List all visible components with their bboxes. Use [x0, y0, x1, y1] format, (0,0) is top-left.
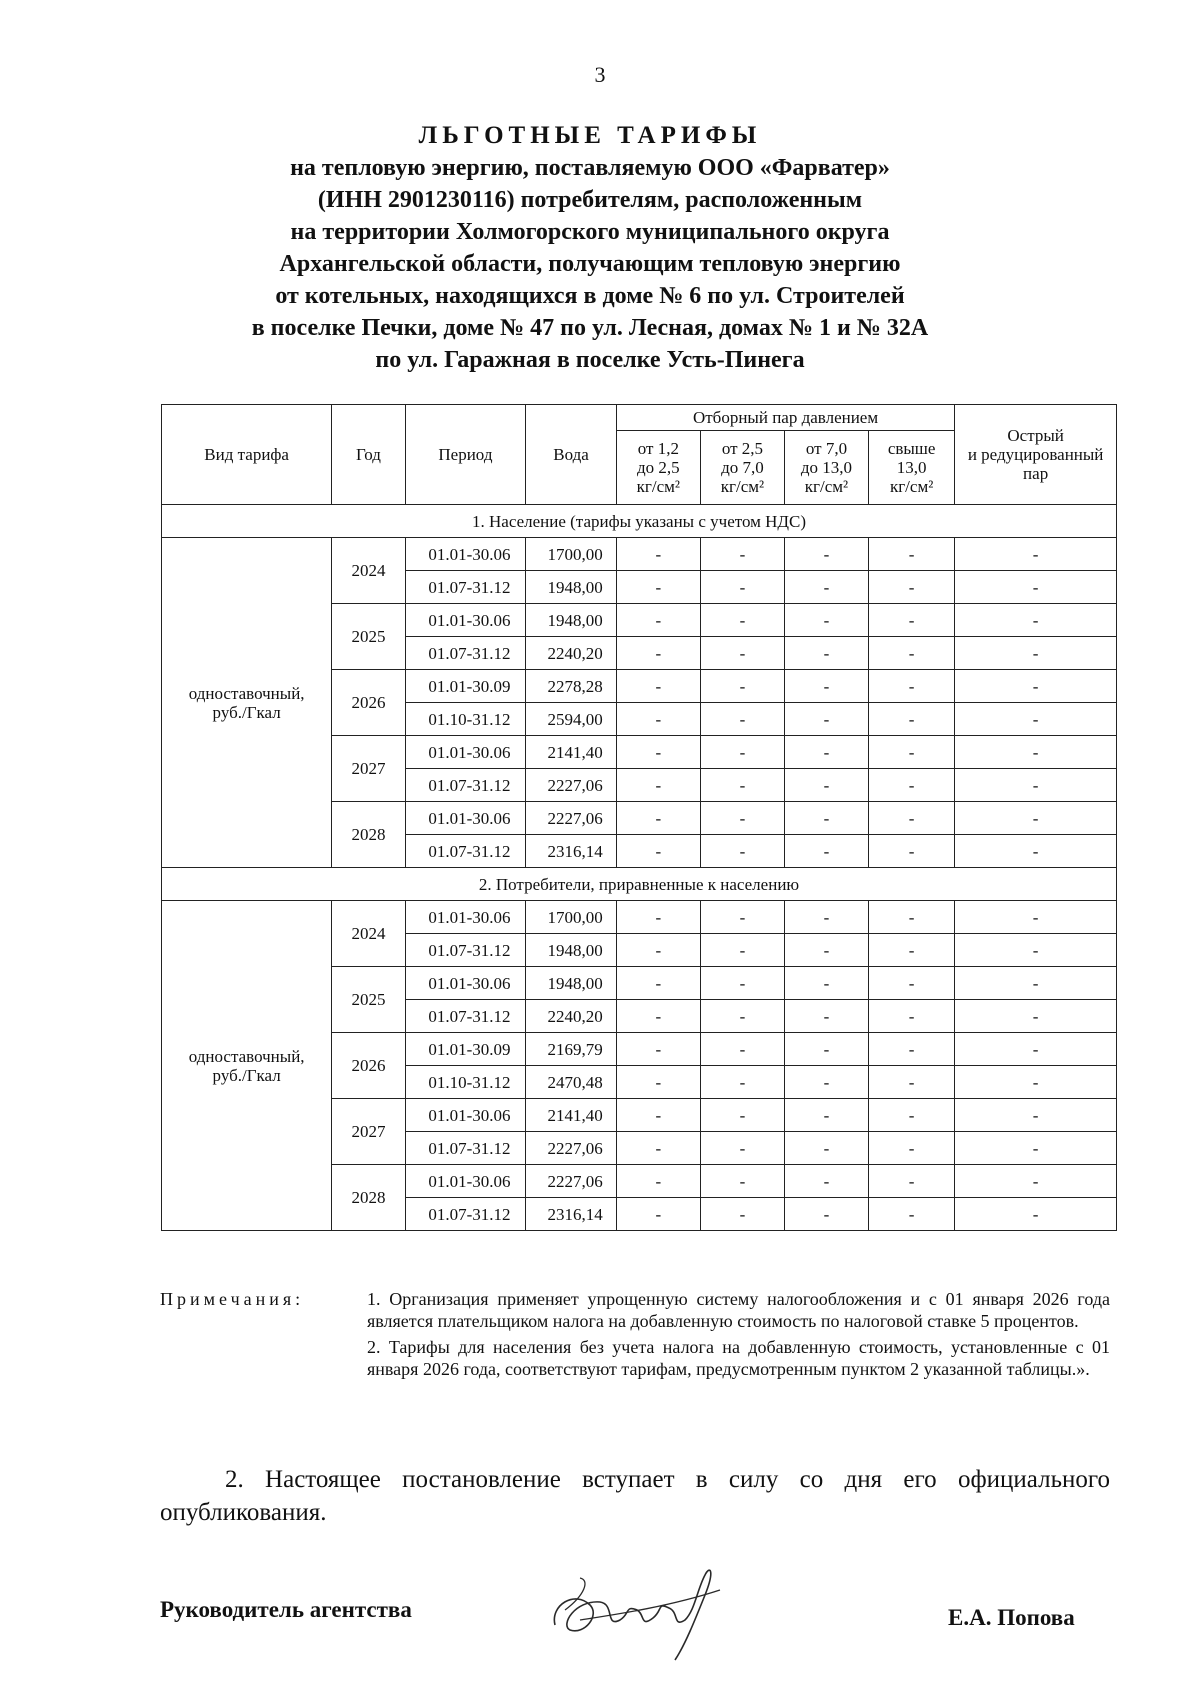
steam-tariff-cell: - — [784, 703, 868, 736]
steam-tariff-cell: - — [869, 637, 955, 670]
steam-tariff-cell: - — [700, 769, 784, 802]
water-tariff-cell: 2141,40 — [526, 736, 617, 769]
period-cell: 01.07-31.12 — [405, 769, 526, 802]
header-year: Год — [332, 405, 405, 505]
steam-tariff-cell: - — [869, 1099, 955, 1132]
steam-tariff-cell: - — [784, 1000, 868, 1033]
steam-tariff-cell: - — [616, 901, 700, 934]
steam-tariff-cell: - — [869, 604, 955, 637]
year-cell: 2025 — [332, 967, 405, 1033]
steam-tariff-cell: - — [869, 934, 955, 967]
header-steam-line: свыше — [887, 439, 936, 458]
steam-tariff-cell: - — [955, 901, 1117, 934]
header-steam-line: 13,0 — [896, 458, 927, 477]
steam-tariff-cell: - — [700, 604, 784, 637]
title-line: в поселке Печки, доме № 47 по ул. Лесная, домах № 1 и № 32А — [251, 315, 929, 341]
header-period: Период — [405, 405, 526, 505]
water-tariff-cell: 2227,06 — [526, 1165, 617, 1198]
steam-tariff-cell: - — [616, 1132, 700, 1165]
steam-tariff-cell: - — [869, 703, 955, 736]
steam-tariff-cell: - — [784, 967, 868, 1000]
period-cell: 01.07-31.12 — [405, 835, 526, 868]
steam-tariff-cell: - — [700, 637, 784, 670]
steam-tariff-cell: - — [616, 769, 700, 802]
signatory-name: Е.А. Попова — [948, 1605, 1075, 1630]
water-tariff-cell: 2278,28 — [526, 670, 617, 703]
steam-tariff-cell: - — [955, 1066, 1117, 1099]
year-cell: 2024 — [332, 901, 405, 967]
steam-tariff-cell: - — [616, 1066, 700, 1099]
steam-tariff-cell: - — [869, 1066, 955, 1099]
water-tariff-cell: 2169,79 — [526, 1033, 617, 1066]
steam-tariff-cell: - — [616, 637, 700, 670]
steam-tariff-cell: - — [955, 1000, 1117, 1033]
steam-tariff-cell: - — [784, 604, 868, 637]
steam-tariff-cell: - — [955, 934, 1117, 967]
header-sharp-steam-line: Острый — [1007, 426, 1064, 445]
water-tariff-cell: 1948,00 — [526, 967, 617, 1000]
steam-tariff-cell: - — [955, 835, 1117, 868]
steam-tariff-cell: - — [784, 835, 868, 868]
steam-tariff-cell: - — [869, 835, 955, 868]
steam-tariff-cell: - — [955, 1165, 1117, 1198]
water-tariff-cell: 1700,00 — [526, 538, 617, 571]
header-steam-col — [869, 431, 955, 505]
tariff-table — [161, 404, 1117, 1231]
steam-tariff-cell: - — [784, 1099, 868, 1132]
steam-tariff-cell: - — [869, 967, 955, 1000]
header-steam-line: до 2,5 — [637, 458, 680, 477]
header-steam-line: до 7,0 — [721, 458, 764, 477]
year-cell: 2026 — [332, 670, 405, 736]
section-title: 1. Население (тарифы указаны с учетом НДС) — [162, 505, 1117, 538]
water-tariff-cell: 2594,00 — [526, 703, 617, 736]
steam-tariff-cell: - — [616, 538, 700, 571]
steam-tariff-cell: - — [700, 703, 784, 736]
title-line: по ул. Гаражная в поселке Усть-Пинега — [375, 347, 805, 373]
header-steam-col — [700, 431, 784, 505]
steam-tariff-cell: - — [700, 967, 784, 1000]
water-tariff-cell: 1948,00 — [526, 934, 617, 967]
period-cell: 01.07-31.12 — [405, 1132, 526, 1165]
period-cell: 01.01-30.06 — [405, 802, 526, 835]
title-line: от котельных, находящихся в доме № 6 по ул. Строителей — [275, 283, 905, 309]
header-steam-line: кг/см² — [889, 477, 934, 496]
steam-tariff-cell: - — [784, 901, 868, 934]
title-heading: ЛЬГОТНЫЕ ТАРИФЫ — [418, 122, 762, 149]
steam-tariff-cell: - — [616, 571, 700, 604]
steam-tariff-cell: - — [700, 835, 784, 868]
steam-tariff-cell: - — [616, 934, 700, 967]
period-cell: 01.07-31.12 — [405, 934, 526, 967]
period-cell: 01.07-31.12 — [405, 1198, 526, 1231]
water-tariff-cell: 2227,06 — [526, 802, 617, 835]
header-tariff-type: Вид тарифа — [162, 405, 332, 505]
year-cell: 2024 — [332, 538, 405, 604]
steam-tariff-cell: - — [955, 538, 1117, 571]
steam-tariff-cell: - — [700, 1165, 784, 1198]
note-item: 1. Организация применяет упрощенную систему налогообложения и с 01 января 2026 года является плательщиком налога на добавленную стоимость по налоговой ставке 5 процентов. — [367, 1289, 1110, 1331]
title-line: Архангельской области, получающим тепловую энергию — [279, 251, 901, 277]
section-row — [162, 868, 1117, 901]
steam-tariff-cell: - — [700, 1033, 784, 1066]
title-line: на тепловую энергию, поставляемую ООО «Фарватер» — [290, 155, 890, 181]
steam-tariff-cell: - — [869, 1033, 955, 1066]
water-tariff-cell: 2227,06 — [526, 1132, 617, 1165]
header-steam-line: кг/см² — [804, 477, 849, 496]
table-row — [162, 901, 1117, 934]
steam-tariff-cell: - — [784, 1132, 868, 1165]
steam-tariff-cell: - — [955, 637, 1117, 670]
steam-tariff-cell: - — [955, 604, 1117, 637]
steam-tariff-cell: - — [869, 670, 955, 703]
steam-tariff-cell: - — [869, 538, 955, 571]
tariff-type-line: одноставочный, — [188, 1046, 305, 1066]
header-steam-line: кг/см² — [720, 477, 765, 496]
steam-tariff-cell: - — [616, 835, 700, 868]
steam-tariff-cell: - — [700, 1099, 784, 1132]
steam-tariff-cell: - — [700, 670, 784, 703]
period-cell: 01.01-30.06 — [405, 736, 526, 769]
water-tariff-cell: 1700,00 — [526, 901, 617, 934]
steam-tariff-cell: - — [700, 538, 784, 571]
steam-tariff-cell: - — [616, 703, 700, 736]
steam-tariff-cell: - — [869, 1000, 955, 1033]
table-row — [162, 538, 1117, 571]
steam-tariff-cell: - — [784, 1033, 868, 1066]
steam-tariff-cell: - — [784, 538, 868, 571]
tariff-type-cell — [162, 538, 332, 868]
tariff-type-line: руб./Гкал — [212, 1065, 281, 1085]
steam-tariff-cell: - — [616, 1165, 700, 1198]
water-tariff-cell: 2240,20 — [526, 637, 617, 670]
document-title — [150, 120, 1030, 376]
steam-tariff-cell: - — [616, 967, 700, 1000]
year-cell: 2027 — [332, 1099, 405, 1165]
steam-tariff-cell: - — [955, 736, 1117, 769]
period-cell: 01.01-30.06 — [405, 538, 526, 571]
section-row — [162, 505, 1117, 538]
steam-tariff-cell: - — [955, 1099, 1117, 1132]
period-cell: 01.01-30.09 — [405, 670, 526, 703]
signatory-position: Руководитель агентства — [160, 1597, 412, 1622]
steam-tariff-cell: - — [700, 802, 784, 835]
steam-tariff-cell: - — [869, 1198, 955, 1231]
steam-tariff-cell: - — [700, 736, 784, 769]
period-cell: 01.01-30.06 — [405, 1099, 526, 1132]
steam-tariff-cell: - — [784, 1066, 868, 1099]
header-steam-line: от 2,5 — [721, 439, 764, 458]
header-sharp-steam — [955, 405, 1117, 505]
steam-tariff-cell: - — [700, 571, 784, 604]
steam-tariff-cell: - — [700, 934, 784, 967]
steam-tariff-cell: - — [869, 1165, 955, 1198]
steam-tariff-cell: - — [784, 736, 868, 769]
notes — [160, 1288, 1110, 1384]
water-tariff-cell: 2141,40 — [526, 1099, 617, 1132]
steam-tariff-cell: - — [869, 769, 955, 802]
title-line: на территории Холмогорского муниципального округа — [290, 219, 890, 245]
header-steam-line: кг/см² — [636, 477, 681, 496]
steam-tariff-cell: - — [616, 604, 700, 637]
steam-tariff-cell: - — [955, 802, 1117, 835]
effective-date-paragraph: 2. Настоящее постановление вступает в силу со дня его официального опубликования. — [160, 1466, 1110, 1526]
header-sharp-steam-line: и редуцированный — [967, 445, 1104, 464]
steam-tariff-cell: - — [616, 1099, 700, 1132]
steam-tariff-cell: - — [955, 670, 1117, 703]
steam-tariff-cell: - — [784, 934, 868, 967]
water-tariff-cell: 2227,06 — [526, 769, 617, 802]
steam-tariff-cell: - — [869, 571, 955, 604]
steam-tariff-cell: - — [784, 637, 868, 670]
steam-tariff-cell: - — [700, 1198, 784, 1231]
steam-tariff-cell: - — [700, 901, 784, 934]
steam-tariff-cell: - — [784, 1198, 868, 1231]
year-cell: 2025 — [332, 604, 405, 670]
signature — [545, 1550, 735, 1670]
steam-tariff-cell: - — [784, 802, 868, 835]
steam-tariff-cell: - — [616, 802, 700, 835]
period-cell: 01.01-30.06 — [405, 967, 526, 1000]
steam-tariff-cell: - — [616, 670, 700, 703]
steam-tariff-cell: - — [869, 802, 955, 835]
header-sharp-steam-line: пар — [1023, 464, 1049, 483]
year-cell: 2028 — [332, 802, 405, 868]
steam-tariff-cell: - — [784, 1165, 868, 1198]
title-line: (ИНН 2901230116) потребителям, расположенным — [317, 187, 863, 213]
period-cell: 01.01-30.06 — [405, 901, 526, 934]
year-cell: 2027 — [332, 736, 405, 802]
period-cell: 01.07-31.12 — [405, 571, 526, 604]
header-steam-col — [784, 431, 868, 505]
notes-label: Примечания: — [160, 1289, 305, 1309]
steam-tariff-cell: - — [955, 1033, 1117, 1066]
steam-tariff-cell: - — [616, 1033, 700, 1066]
water-tariff-cell: 1948,00 — [526, 571, 617, 604]
steam-tariff-cell: - — [616, 736, 700, 769]
steam-tariff-cell: - — [869, 736, 955, 769]
steam-tariff-cell: - — [955, 769, 1117, 802]
steam-tariff-cell: - — [616, 1000, 700, 1033]
period-cell: 01.07-31.12 — [405, 637, 526, 670]
steam-tariff-cell: - — [955, 967, 1117, 1000]
steam-tariff-cell: - — [700, 1132, 784, 1165]
period-cell: 01.10-31.12 — [405, 703, 526, 736]
tariff-type-line: руб./Гкал — [212, 702, 281, 722]
year-cell: 2028 — [332, 1165, 405, 1231]
steam-tariff-cell: - — [869, 901, 955, 934]
header-steam-line: до 13,0 — [800, 458, 853, 477]
water-tariff-cell: 2316,14 — [526, 835, 617, 868]
header-steam-line: от 7,0 — [805, 439, 848, 458]
steam-tariff-cell: - — [784, 571, 868, 604]
steam-tariff-cell: - — [955, 1132, 1117, 1165]
steam-tariff-cell: - — [955, 571, 1117, 604]
steam-tariff-cell: - — [700, 1066, 784, 1099]
steam-tariff-cell: - — [869, 1132, 955, 1165]
period-cell: 01.01-30.09 — [405, 1033, 526, 1066]
header-steam-col — [616, 431, 700, 505]
tariff-type-line: одноставочный, — [188, 683, 305, 703]
steam-tariff-cell: - — [955, 703, 1117, 736]
steam-tariff-cell: - — [784, 769, 868, 802]
water-tariff-cell: 2240,20 — [526, 1000, 617, 1033]
page-number: 3 — [594, 62, 606, 87]
period-cell: 01.01-30.06 — [405, 1165, 526, 1198]
note-item: 2. Тарифы для населения без учета налога на добавленную стоимость, установленные с 01 января 2026 года, соответствуют тарифам, предусмотренным пунктом 2 указанной таблицы.». — [367, 1337, 1110, 1379]
header-steam-line: от 1,2 — [637, 439, 679, 458]
water-tariff-cell: 2316,14 — [526, 1198, 617, 1231]
period-cell: 01.07-31.12 — [405, 1000, 526, 1033]
period-cell: 01.01-30.06 — [405, 604, 526, 637]
year-cell: 2026 — [332, 1033, 405, 1099]
header-steam-group: Отборный пар давлением — [616, 405, 954, 431]
section-title: 2. Потребители, приравненные к населению — [162, 868, 1117, 901]
water-tariff-cell: 2470,48 — [526, 1066, 617, 1099]
steam-tariff-cell: - — [616, 1198, 700, 1231]
steam-tariff-cell: - — [955, 1198, 1117, 1231]
steam-tariff-cell: - — [700, 1000, 784, 1033]
tariff-type-cell — [162, 901, 332, 1231]
water-tariff-cell: 1948,00 — [526, 604, 617, 637]
steam-tariff-cell: - — [784, 670, 868, 703]
header-water: Вода — [526, 405, 617, 505]
period-cell: 01.10-31.12 — [405, 1066, 526, 1099]
